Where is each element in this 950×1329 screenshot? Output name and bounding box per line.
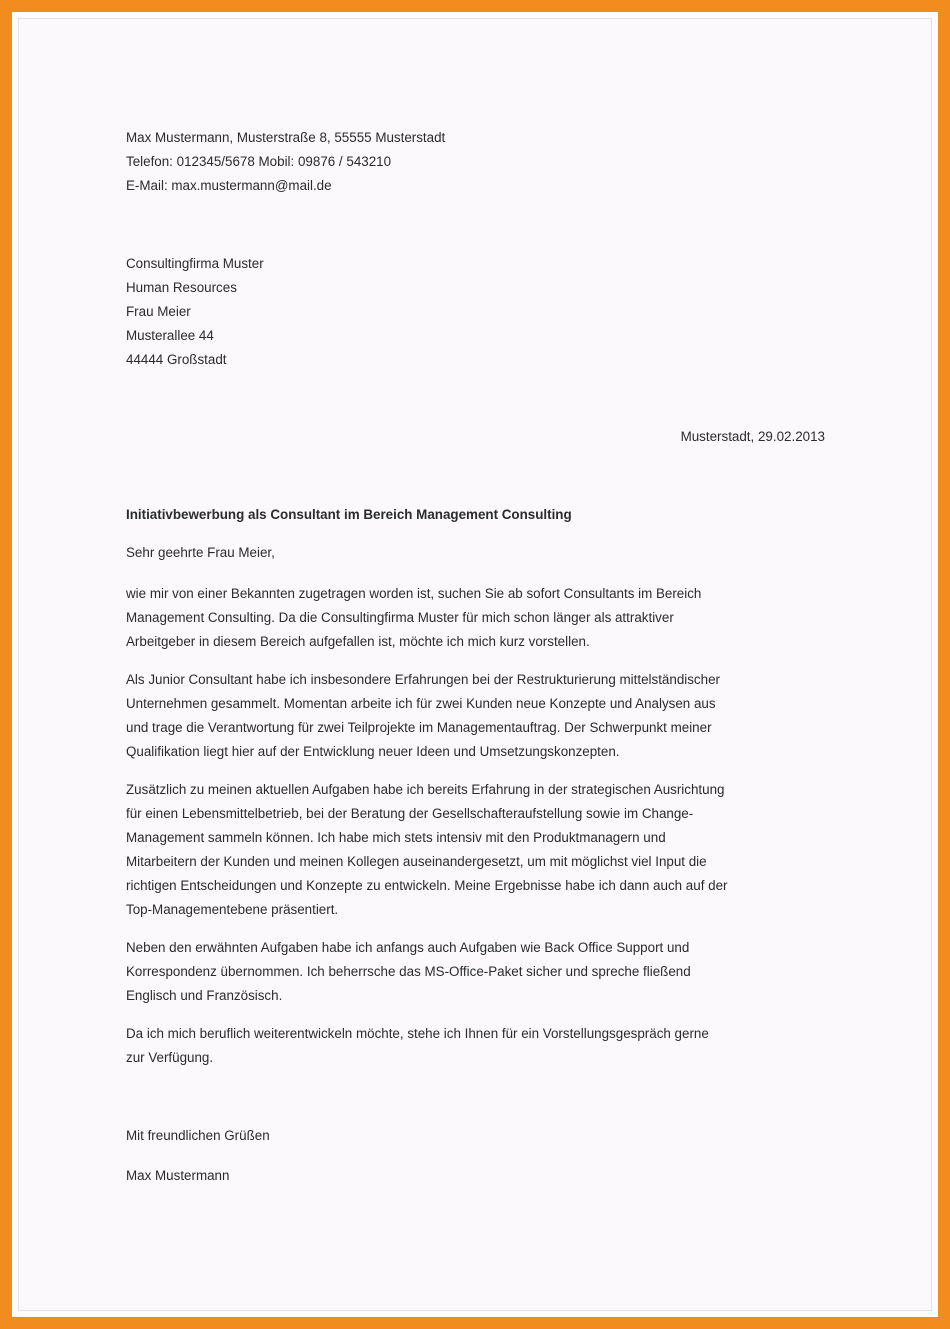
recipient-street: Musterallee 44 (126, 328, 214, 343)
paragraph-line: Top-Managementebene präsentiert. (126, 902, 339, 917)
paragraph-line: wie mir von einer Bekannten zugetragen worden ist, suchen Sie ab sofort Consultants im Bereich (126, 586, 702, 601)
sender-line-phone: Telefon: 012345/5678 Mobil: 09876 / 543210 (126, 154, 392, 169)
recipient-person: Frau Meier (126, 304, 191, 319)
recipient-company: Consultingfirma Muster (126, 256, 264, 271)
paragraph-line: Neben den erwähnten Aufgaben habe ich anfangs auch Aufgaben wie Back Office Support und (126, 940, 690, 955)
signature-name: Max Mustermann (126, 1168, 230, 1183)
paragraph-line: Unternehmen gesammelt. Momentan arbeite ich für zwei Kunden neue Konzepte und Analysen aus (126, 696, 716, 711)
paragraph-line: Arbeitgeber in diesem Bereich aufgefallen ist, möchte ich mich kurz vorstellen. (126, 634, 590, 649)
body-paragraph-5 (126, 1022, 826, 1070)
paragraph-line: Qualifikation liegt hier auf der Entwicklung neuer Ideen und Umsetzungskonzepten. (126, 744, 620, 759)
closing-phrase: Mit freundlichen Grüßen (126, 1128, 270, 1143)
paragraph-line: zur Verfügung. (126, 1050, 214, 1065)
recipient-city: 44444 Großstadt (126, 352, 227, 367)
paragraph-line: Management Consulting. Da die Consultingfirma Muster für mich schon länger als attraktiver (126, 610, 674, 625)
paragraph-line: Englisch und Französisch. (126, 988, 283, 1003)
recipient-department: Human Resources (126, 280, 237, 295)
paragraph-line: Mitarbeitern der Kunden und meinen Kollegen auseinandergesetzt, um mit möglichst viel Input die (126, 854, 707, 869)
body-paragraph-1 (126, 582, 826, 654)
paragraph-line: und trage die Verantwortung für zwei Teilprojekte im Managementauftrag. Der Schwerpunkt meiner (126, 720, 712, 735)
paragraph-line: Management sammeln können. Ich habe mich stets intensiv mit den Produktmanagern und (126, 830, 666, 845)
body-paragraph-3 (126, 778, 826, 922)
body-paragraph-2 (126, 668, 826, 764)
sender-line-name-address: Max Mustermann, Musterstraße 8, 55555 Musterstadt (126, 130, 446, 145)
paragraph-line: für einen Lebensmittelbetrieb, bei der Beratung der Gesellschafteraufstellung sowie im Change- (126, 806, 694, 821)
paragraph-line: Korrespondenz übernommen. Ich beherrsche das MS-Office-Paket sicher und spreche fließend (126, 964, 691, 979)
paragraph-line: Zusätzlich zu meinen aktuellen Aufgaben habe ich bereits Erfahrung in der strategischen Ausrichtung (126, 782, 725, 797)
letter-date: Musterstadt, 29.02.2013 (680, 429, 825, 444)
sender-line-email: E-Mail: max.mustermann@mail.de (126, 178, 332, 193)
paragraph-line: Als Junior Consultant habe ich insbesondere Erfahrungen bei der Restrukturierung mittelständischer (126, 672, 720, 687)
paragraph-line: Da ich mich beruflich weiterentwickeln möchte, stehe ich Ihnen für ein Vorstellungsgespräch gerne (126, 1026, 709, 1041)
body-paragraph-4 (126, 936, 826, 1008)
salutation: Sehr geehrte Frau Meier, (126, 545, 275, 560)
paragraph-line: richtigen Entscheidungen und Konzepte zu entwickeln. Meine Ergebnisse habe ich dann auch auf der (126, 878, 728, 893)
letter-subject: Initiativbewerbung als Consultant im Bereich Management Consulting (126, 507, 572, 522)
